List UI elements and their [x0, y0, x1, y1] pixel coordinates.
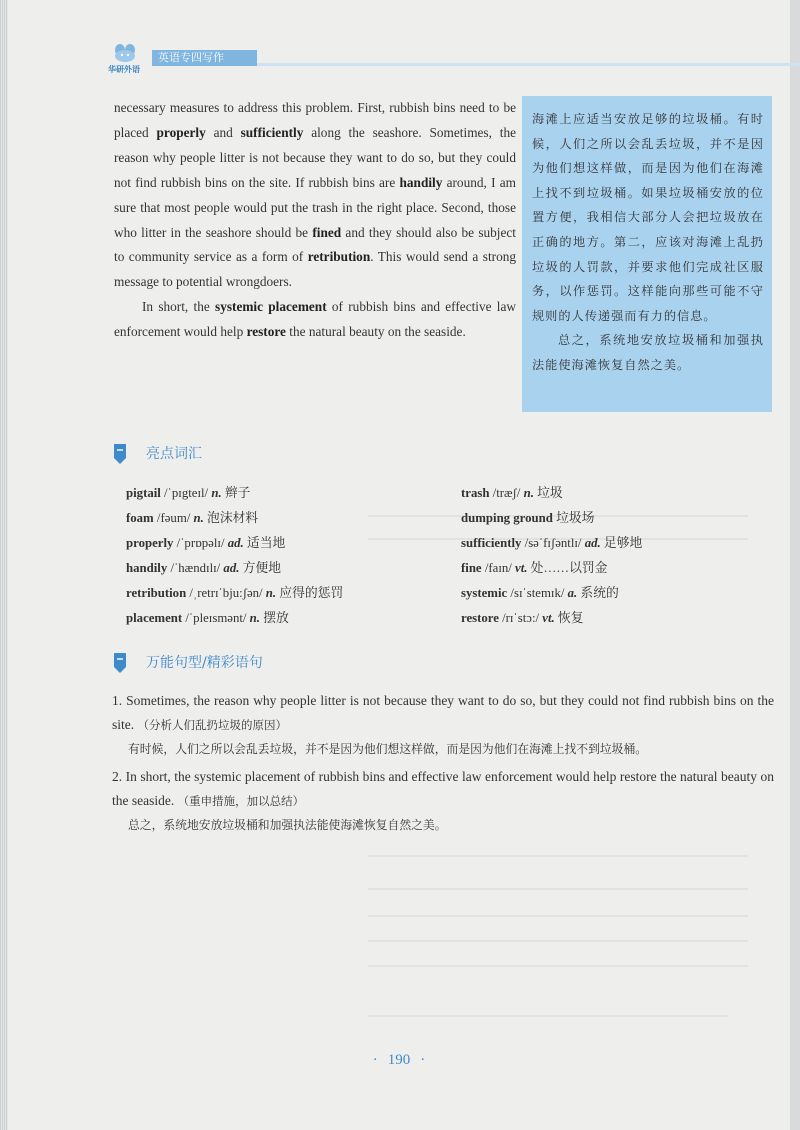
vocab-entry: trash /træʃ/ n. 垃圾	[461, 486, 563, 500]
vocab-entry: foam /fəum/ n. 泡沫材料	[126, 511, 259, 525]
vocab-entry: retribution /ˌretrɪˈbju:ʃən/ n. 应得的惩罚	[126, 586, 344, 600]
essay-text	[114, 96, 516, 345]
bookmark-icon	[112, 653, 128, 673]
highlight-word: properly	[156, 124, 206, 140]
vocab-entry: restore /rɪˈstɔ:/ vt. 恢复	[461, 611, 584, 625]
translation-paragraph-1: 海滩上应适当安放足够的垃圾桶。有时候，人们之所以会乱丢垃圾，并不是因为他们想这样做，而是因为他们在海滩上找不到垃圾桶。如果垃圾桶安放的位置方便，我相信大部分人会把垃圾放在正确的地方。第二，应该对海滩上乱扔垃圾的人罚款，并要求他们完成社区服务，以作惩罚。这样能向那些可能不守规则的人传递强而有力的信息。	[532, 112, 764, 323]
sentence-2: 2. In short, the systemic placement of rubbish bins and effective law enforcement would help restore the natural beauty on the seaside. （重申措施，加以总结）	[112, 769, 774, 808]
vocab-entry: placement /ˈpleɪsmənt/ n. 摆放	[126, 611, 289, 625]
essay-run: necessary measures to address this problem. First, rubbish bins need to be placed	[114, 100, 516, 140]
bookmark-icon	[112, 444, 128, 464]
vocab-entry: sufficiently /səˈfɪʃəntlɪ/ ad. 足够地	[461, 536, 643, 550]
essay-run: In short, the	[142, 299, 216, 315]
highlight-word: sufficiently	[240, 124, 304, 140]
header-rule	[257, 63, 800, 66]
highlight-word: restore	[246, 324, 286, 340]
sentence-2-translation: 总之，系统地安放垃圾桶和加强执法能使海滩恢复自然之美。	[128, 818, 447, 832]
essay-run: of rubbish bins and effective law enforcement would help	[114, 299, 516, 340]
highlight-word: systemic placement	[215, 299, 327, 315]
essay-run: and they should also be subject to community service as a form of	[114, 224, 517, 265]
page-number: · 190 ·	[372, 1052, 426, 1068]
translation-paragraph-2: 总之，系统地安放垃圾桶和加强执法能使海滩恢复自然之美。	[532, 333, 764, 372]
vocab-entry: handily /ˈhændɪlɪ/ ad. 方便地	[126, 561, 282, 575]
vocab-entry: fine /faɪn/ vt. 处……以罚金	[461, 561, 608, 575]
essay-paragraph-2	[114, 295, 516, 345]
essay-run: along the seashore. Sometimes, the reason why people litter is not because they want to do so, but they could not find rubbish bins on the site. If rubbish bins are	[114, 124, 516, 190]
logo-text: 华研外语	[108, 65, 140, 74]
book-page	[8, 0, 790, 1130]
highlight-word: retribution	[307, 249, 371, 265]
highlight-word: handily	[399, 174, 443, 190]
sentence-1-translation: 有时候，人们之所以会乱丢垃圾，并不是因为他们想这样做，而是因为他们在海滩上找不到垃圾桶。	[128, 742, 648, 756]
page-edge	[0, 0, 8, 1130]
highlight-word: fined	[312, 224, 342, 240]
essay-run: . This would send a strong message to potential wrongdoers.	[114, 249, 517, 290]
essay-run: and	[205, 124, 241, 140]
vocab-entry: pigtail /ˈpɪgteɪl/ n. 辫子	[126, 486, 251, 500]
header-tab: 英语专四写作	[152, 50, 257, 66]
vocab-entry: systemic /sɪˈstemɪk/ a. 系统的	[461, 586, 619, 600]
sentence-section-title: 万能句型/精彩语句	[146, 655, 263, 671]
essay-run: the natural beauty on the seaside.	[285, 324, 466, 340]
essay-paragraph-1	[114, 96, 516, 295]
essay-run: around, I am sure that most people would put the trash in the right place. Second, those who litter in the seashore should be	[114, 174, 516, 240]
sentence-1: 1. Sometimes, the reason why people litter is not because they want to do so, but they could not find rubbish bins on the site. （分析人们乱扔垃圾的原因）	[112, 693, 775, 732]
vocab-entry: dumping ground 垃圾场	[461, 511, 595, 525]
vocab-entry: properly /ˈprɒpəlɪ/ ad. 适当地	[126, 536, 286, 550]
translation-box	[522, 96, 772, 412]
vocab-section-title: 亮点词汇	[146, 446, 202, 462]
